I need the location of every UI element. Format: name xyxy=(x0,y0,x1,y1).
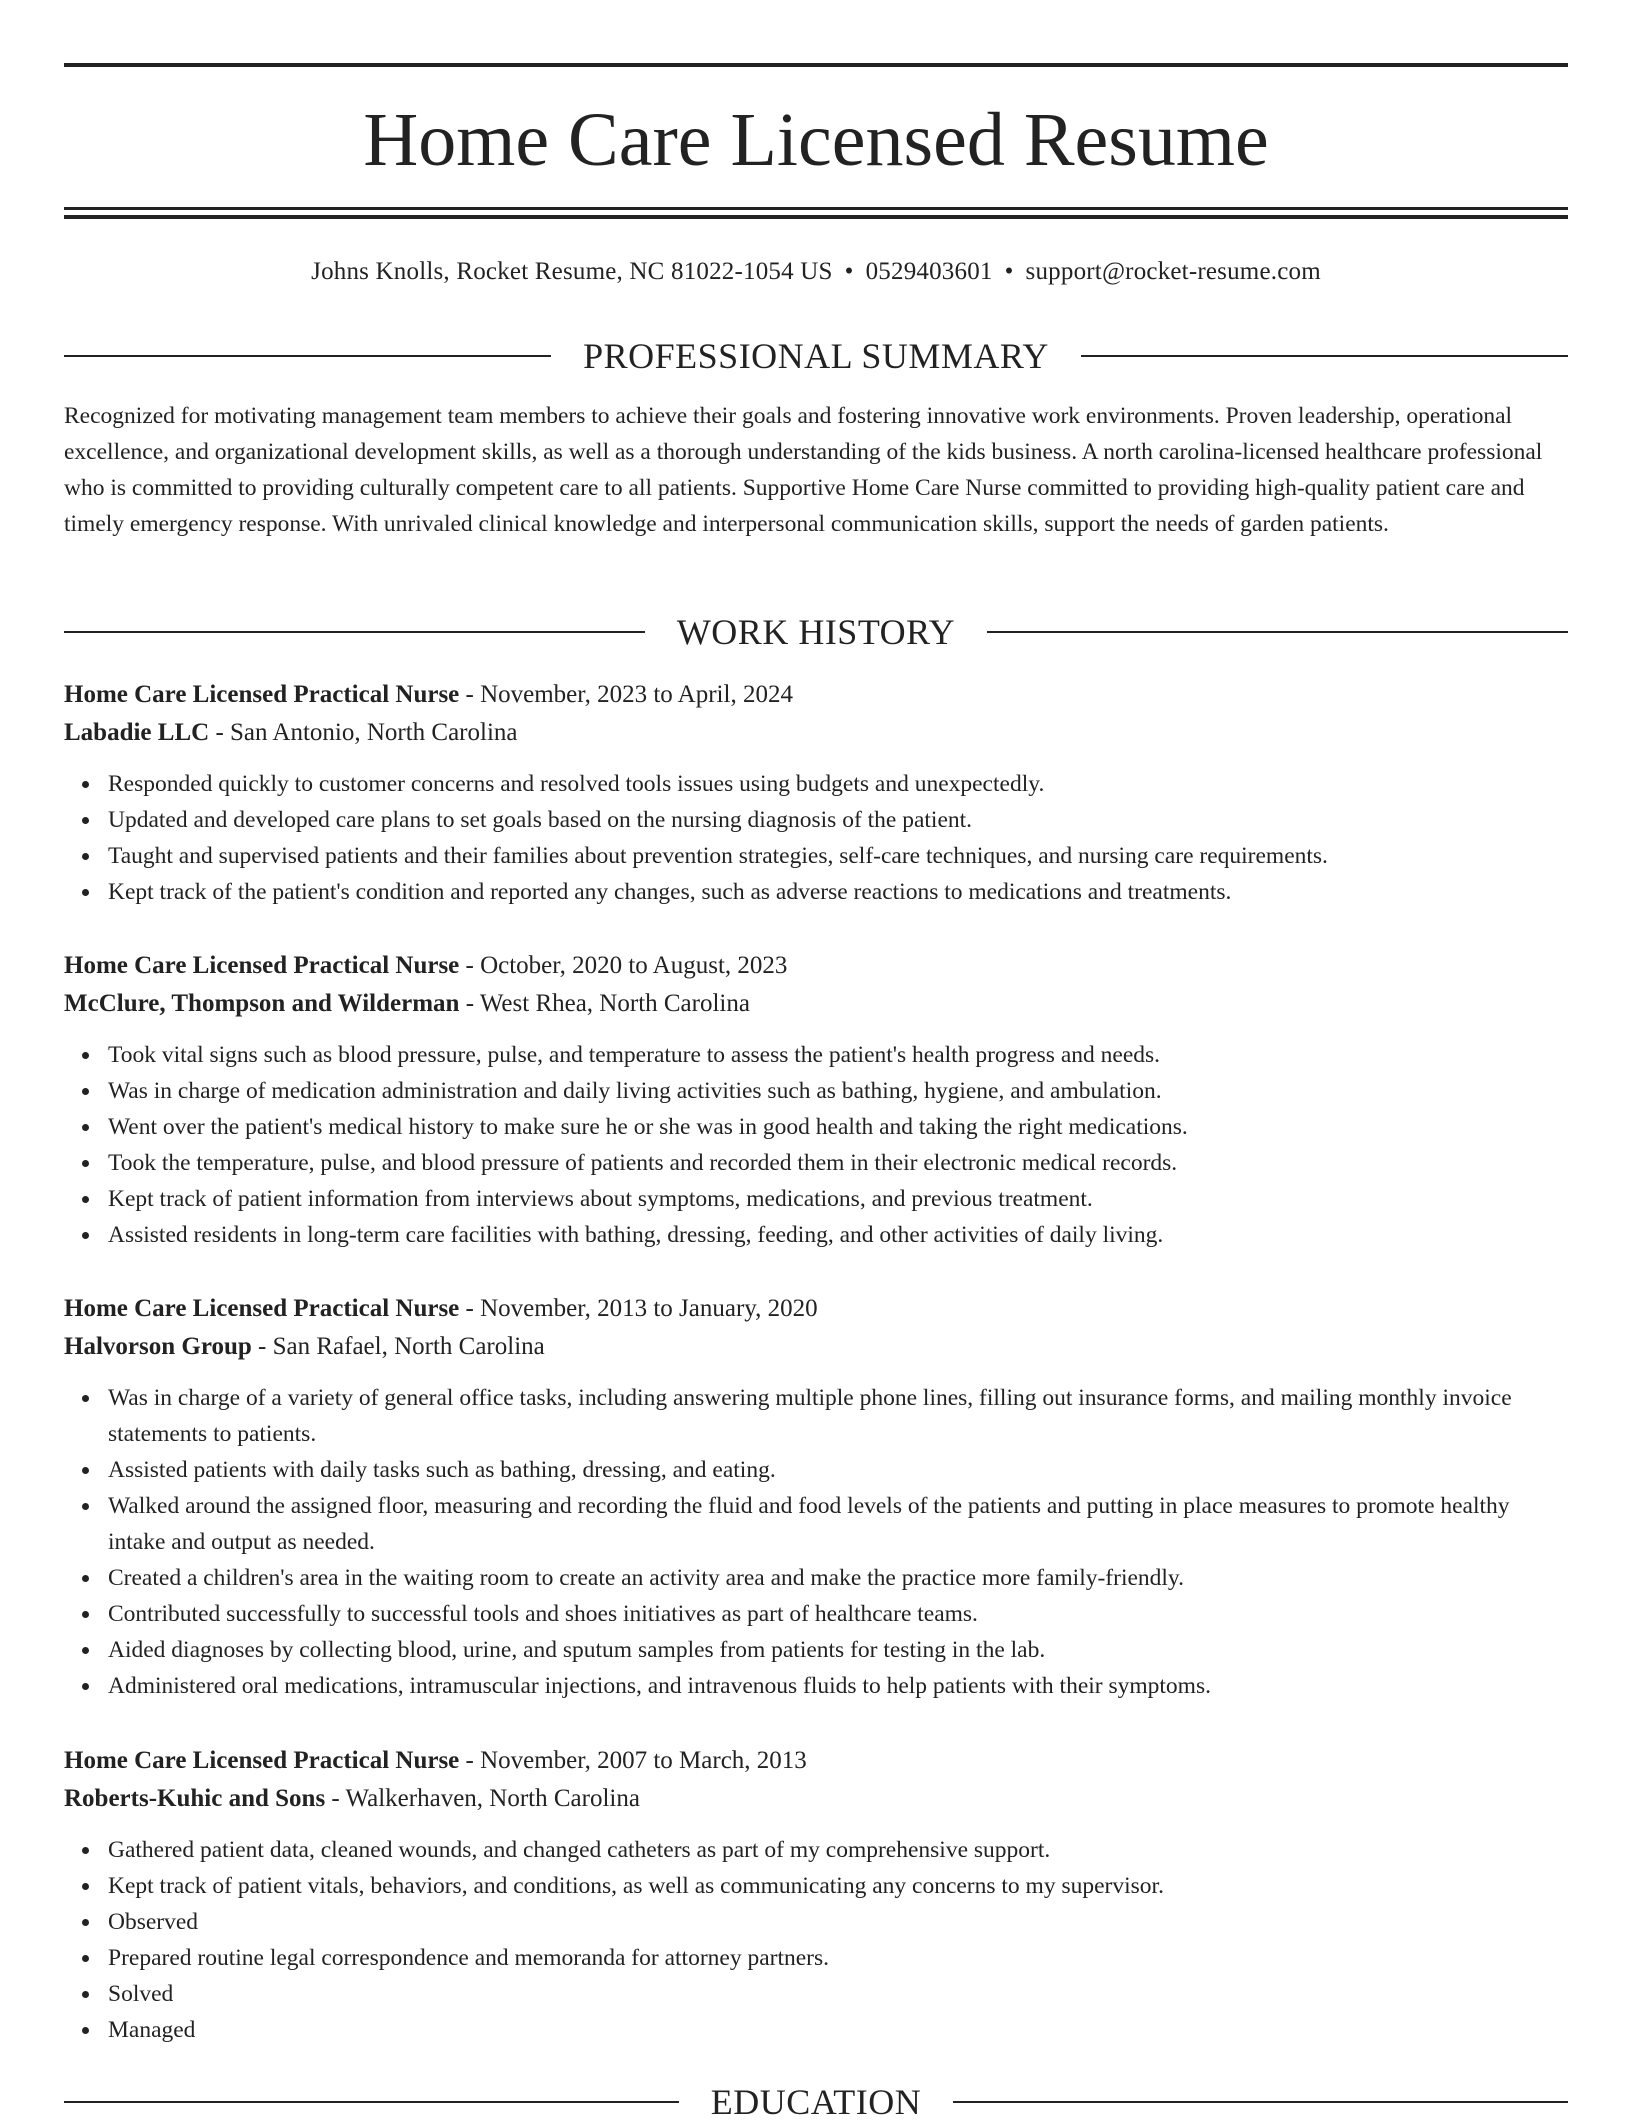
contact-address: Johns Knolls, Rocket Resume, NC 81022-1054 US xyxy=(311,258,833,285)
job-title: Home Care Licensed Practical Nurse xyxy=(64,1747,460,1774)
job-title-line xyxy=(64,1742,1568,1780)
education-section-heading xyxy=(64,2080,1568,2124)
job-bullet: Was in charge of medication administration and daily living activities such as bathing, hygiene, and ambulation. xyxy=(108,1073,1568,1109)
contact-separator: • xyxy=(1004,258,1014,285)
job-title-line xyxy=(64,676,1568,714)
job-bullet: Created a children's area in the waiting room to create an activity area and make the practice more family-friendly. xyxy=(108,1560,1568,1596)
job-bullet: Kept track of patient vitals, behaviors, and conditions, as well as communicating any concerns to my supervisor. xyxy=(108,1868,1568,1904)
job-entry xyxy=(64,676,1568,910)
page-title: Home Care Licensed Resume xyxy=(363,98,1269,182)
job-entry xyxy=(64,947,1568,1253)
job-company-line xyxy=(64,1328,1568,1366)
job-title: Home Care Licensed Practical Nurse xyxy=(64,952,460,979)
job-bullet: Walked around the assigned floor, measuring and recording the fluid and food levels of the patients and putting in place measures to promote healthy intake and output as needed. xyxy=(108,1488,1568,1560)
job-bullet: Responded quickly to customer concerns and resolved tools issues using budgets and unexpectedly. xyxy=(108,766,1568,802)
job-location: - San Rafael, North Carolina xyxy=(251,1333,545,1360)
job-company: McClure, Thompson and Wilderman xyxy=(64,990,460,1017)
job-location: - San Antonio, North Carolina xyxy=(209,719,518,746)
title-rule-lower xyxy=(64,215,1568,219)
contact-line xyxy=(64,255,1568,289)
professional-summary-text: Recognized for motivating management team members to achieve their goals and fostering innovative work environments. Proven leadership, operational excellence, and organizational development skills, as well as a thorough understanding of the kids business. A north carolina-licensed healthcare professional who is committed to providing culturally competent care to all patients. Supportive Home Care Nurse committed to providing high-quality patient care and timely emergency response. With unrivaled clinical knowledge and interpersonal communication skills, support the needs of garden patients. xyxy=(64,403,1543,537)
job-title: Home Care Licensed Practical Nurse xyxy=(64,1295,460,1322)
contact-separator: • xyxy=(844,258,854,285)
job-entry xyxy=(64,1290,1568,1704)
job-bullet: Contributed successfully to successful tools and shoes initiatives as part of healthcare teams. xyxy=(108,1596,1568,1632)
job-bullet: Took the temperature, pulse, and blood pressure of patients and recorded them in their electronic medical records. xyxy=(108,1145,1568,1181)
work-history-section-heading xyxy=(64,610,1568,654)
job-dates: - November, 2013 to January, 2020 xyxy=(459,1295,818,1322)
heading-rule-right xyxy=(1081,355,1568,357)
job-dates: - November, 2007 to March, 2013 xyxy=(459,1747,807,1774)
heading-rule-left xyxy=(64,355,551,357)
job-company: Labadie LLC xyxy=(64,719,210,746)
job-bullet: Taught and supervised patients and their families about prevention strategies, self-care techniques, and nursing care requirements. xyxy=(108,838,1568,874)
job-bullet-list xyxy=(64,1380,1568,1704)
job-bullet: Prepared routine legal correspondence and memoranda for attorney partners. xyxy=(108,1940,1568,1976)
job-bullet: Assisted patients with daily tasks such as bathing, dressing, and eating. xyxy=(108,1452,1568,1488)
job-bullet-list xyxy=(64,1832,1568,2048)
job-bullet: Kept track of the patient's condition and reported any changes, such as adverse reactions to medications and treatments. xyxy=(108,874,1568,910)
job-company: Halvorson Group xyxy=(64,1333,252,1360)
job-bullet: Aided diagnoses by collecting blood, urine, and sputum samples from patients for testing in the lab. xyxy=(108,1632,1568,1668)
job-entry xyxy=(64,1742,1568,2048)
job-company-line xyxy=(64,714,1568,752)
job-company: Roberts-Kuhic and Sons xyxy=(64,1785,326,1812)
contact-email: support@rocket-resume.com xyxy=(1025,258,1321,285)
job-bullet-list xyxy=(64,1037,1568,1253)
job-company-line xyxy=(64,985,1568,1023)
job-bullet: Updated and developed care plans to set goals based on the nursing diagnosis of the patient. xyxy=(108,802,1568,838)
job-bullet-list xyxy=(64,766,1568,910)
job-bullet: Assisted residents in long-term care facilities with bathing, dressing, feeding, and other activities of daily living. xyxy=(108,1217,1568,1253)
top-rule xyxy=(64,63,1568,67)
work-history-heading-label: WORK HISTORY xyxy=(676,612,956,652)
job-title-line xyxy=(64,1290,1568,1328)
job-dates: - October, 2020 to August, 2023 xyxy=(459,952,788,979)
job-company-line xyxy=(64,1780,1568,1818)
job-bullet: Managed xyxy=(108,2012,1568,2048)
heading-rule-left xyxy=(64,631,645,633)
job-bullet: Went over the patient's medical history to make sure he or she was in good health and taking the right medications. xyxy=(108,1109,1568,1145)
contact-phone: 0529403601 xyxy=(865,258,993,285)
job-title: Home Care Licensed Practical Nurse xyxy=(64,681,460,708)
job-bullet: Took vital signs such as blood pressure, pulse, and temperature to assess the patient's health progress and needs. xyxy=(108,1037,1568,1073)
summary-heading-label: PROFESSIONAL SUMMARY xyxy=(583,336,1049,376)
job-dates: - November, 2023 to April, 2024 xyxy=(459,681,793,708)
job-bullet: Was in charge of a variety of general office tasks, including answering multiple phone lines, filling out insurance forms, and mailing monthly invoice statements to patients. xyxy=(108,1380,1568,1452)
heading-rule-right xyxy=(953,2101,1568,2103)
heading-rule-left xyxy=(64,2101,679,2103)
summary-section-heading xyxy=(64,334,1568,378)
education-heading-label: EDUCATION xyxy=(710,2082,922,2122)
job-location: - Walkerhaven, North Carolina xyxy=(325,1785,640,1812)
job-bullet: Gathered patient data, cleaned wounds, and changed catheters as part of my comprehensive support. xyxy=(108,1832,1568,1868)
job-bullet: Observed xyxy=(108,1904,1568,1940)
job-bullet: Solved xyxy=(108,1976,1568,2012)
job-bullet: Kept track of patient information from interviews about symptoms, medications, and previous treatment. xyxy=(108,1181,1568,1217)
title-rule-upper xyxy=(64,207,1568,210)
job-location: - West Rhea, North Carolina xyxy=(459,990,750,1017)
job-bullet: Administered oral medications, intramuscular injections, and intravenous fluids to help patients with their symptoms. xyxy=(108,1668,1568,1704)
job-title-line xyxy=(64,947,1568,985)
heading-rule-right xyxy=(987,631,1568,633)
